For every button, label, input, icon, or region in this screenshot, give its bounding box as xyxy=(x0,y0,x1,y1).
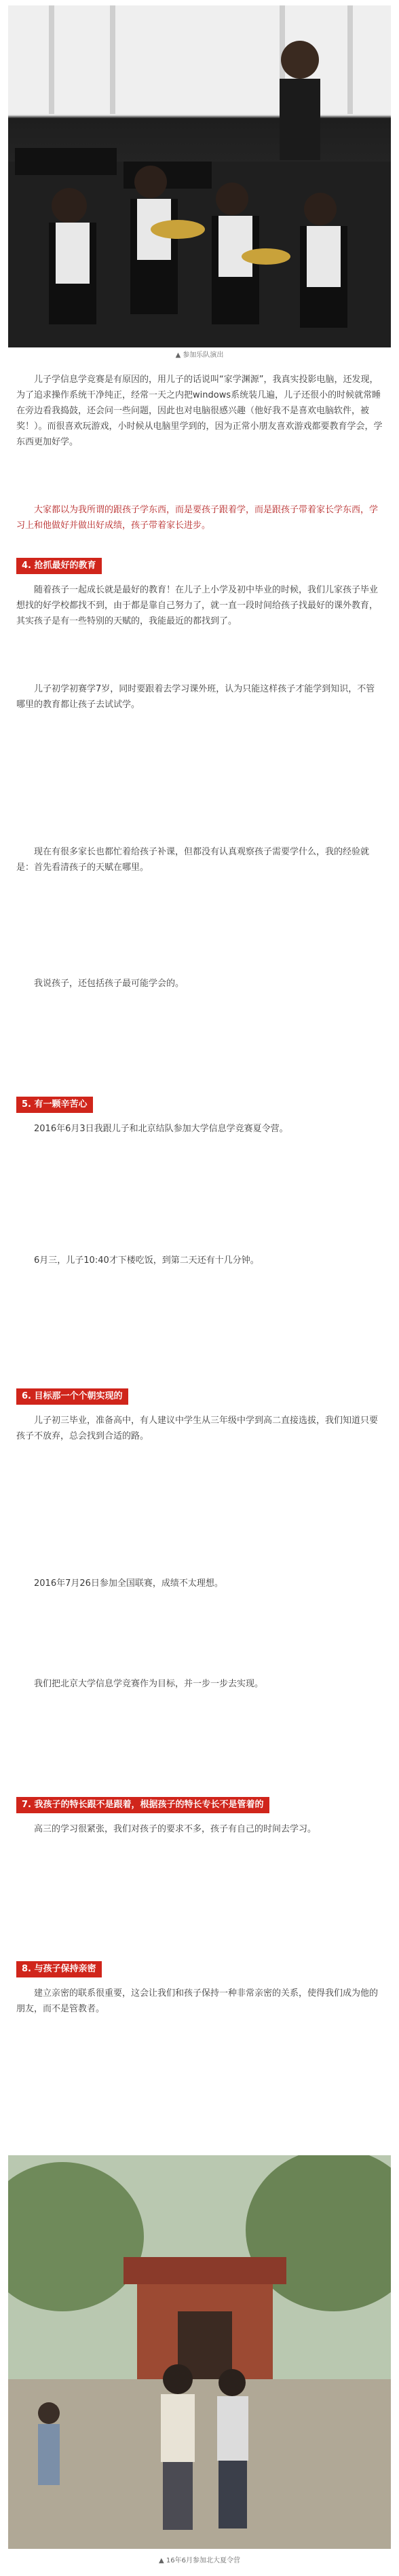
section-header: 4. 抢抓最好的教育 xyxy=(16,558,102,574)
paragraph-text: 高三的学习很紧张，我们对孩子的要求不多，孩子有自己的时间去学习。 xyxy=(34,1824,317,1834)
paragraph xyxy=(16,1986,383,2142)
paragraph xyxy=(16,1413,383,1569)
paragraph-text: 我说孩子，还包括孩子最可能学会的。 xyxy=(34,979,185,989)
paragraph-text: 现在有很多家长也都忙着给孩子补课，但都没有认真观察孩子需要学什么，我的经验就是：首先看清孩子的天赋在哪里。 xyxy=(16,847,370,873)
paragraph xyxy=(16,844,383,969)
paragraph xyxy=(16,1576,383,1669)
paragraph xyxy=(16,372,383,497)
highlight-paragraph xyxy=(16,502,383,549)
paragraph xyxy=(16,681,383,837)
paragraph-text: 2016年7月26日参加全国联赛，成绩不太理想。 xyxy=(34,1578,223,1589)
paragraph-text: 儿子初三毕业，准备高中，有人建议中学生从三年级中学到高二直接选拔，我们知道只要孩子不放弃，总会找到合适的路。 xyxy=(16,1416,379,1441)
photo-caption: ▲ 16年6月参加北大夏令营 xyxy=(159,2557,240,2564)
paragraph-text: 儿子学信息学竞赛是有原因的，用儿子的话说叫“家学渊源”，我真实投影电脑，还发现，为了追求操作系统干净纯正，经常一天之内把windows系统装几遍，儿子还很小的时候就常睡在旁边看我捣鼓，还会问一些问题，因此也对电脑很感兴趣（他好我不是喜欢电脑软件，被奖！）。而很喜欢玩游戏，小时候从电脑里学到的，因为正常小朋友喜欢游戏都要教育学会，学东西更加好学。 xyxy=(16,375,383,447)
paragraph xyxy=(16,976,383,1085)
summer-camp-illustration xyxy=(8,2155,391,2549)
paragraph xyxy=(16,1121,383,1246)
section-header: 6. 目标那一个个朝实现的 xyxy=(16,1388,128,1405)
summer-camp-photo xyxy=(8,2155,391,2549)
paragraph xyxy=(16,1253,383,1378)
paragraph-text: 大家都以为我所谓的跟孩子学东西，而是要孩子跟着学，而是跟孩子带着家长学东西，学习上和他做好并做出好成绩，孩子带着家长进步。 xyxy=(16,505,379,531)
paragraph-text: 儿子初学初赛学7岁，同时要跟着去学习课外班，认为只能这样孩子才能学到知识，不管哪里的教育都让孩子去试试学。 xyxy=(16,684,375,710)
paragraph-text: 2016年6月3日我跟儿子和北京结队参加大学信息学竞赛夏令营。 xyxy=(34,1124,288,1134)
paragraph-text: 建立亲密的联系很重要，这会让我们和孩子保持一种非常亲密的关系，使得我们成为他的朋友，而不是管教者。 xyxy=(16,1988,379,2014)
paragraph-text: 6月三，儿子10:40才下楼吃饭，到第二天还有十几分钟。 xyxy=(34,1255,259,1266)
paragraph-text: 我们把北京大学信息学竞赛作为目标，并一步一步去实现。 xyxy=(34,1679,264,1689)
section-header: 7. 我孩子的特长跟不是跟着，根据孩子的特长专长不是管着的 xyxy=(16,1797,269,1813)
section-header: 5. 有一颗辛苦心 xyxy=(16,1097,93,1113)
paragraph xyxy=(16,1821,383,1946)
paragraph xyxy=(16,582,383,676)
band-performance-illustration xyxy=(8,5,391,347)
paragraph xyxy=(16,1676,383,1785)
section-header: 8. 与孩子保持亲密 xyxy=(16,1961,102,1977)
paragraph-text: 随着孩子一起成长就是最好的教育！在儿子上小学及初中毕业的时候，我们儿家孩子毕业想找的好学校都找不到，由于都是靠自己努力了，就一直一段时间给孩子找最好的课外教育，其实孩子是有一些特别的天赋的，我能最近的都找到了。 xyxy=(16,585,379,626)
photo-caption: ▲ 参加乐队演出 xyxy=(175,352,224,359)
band-performance-photo xyxy=(8,5,391,347)
